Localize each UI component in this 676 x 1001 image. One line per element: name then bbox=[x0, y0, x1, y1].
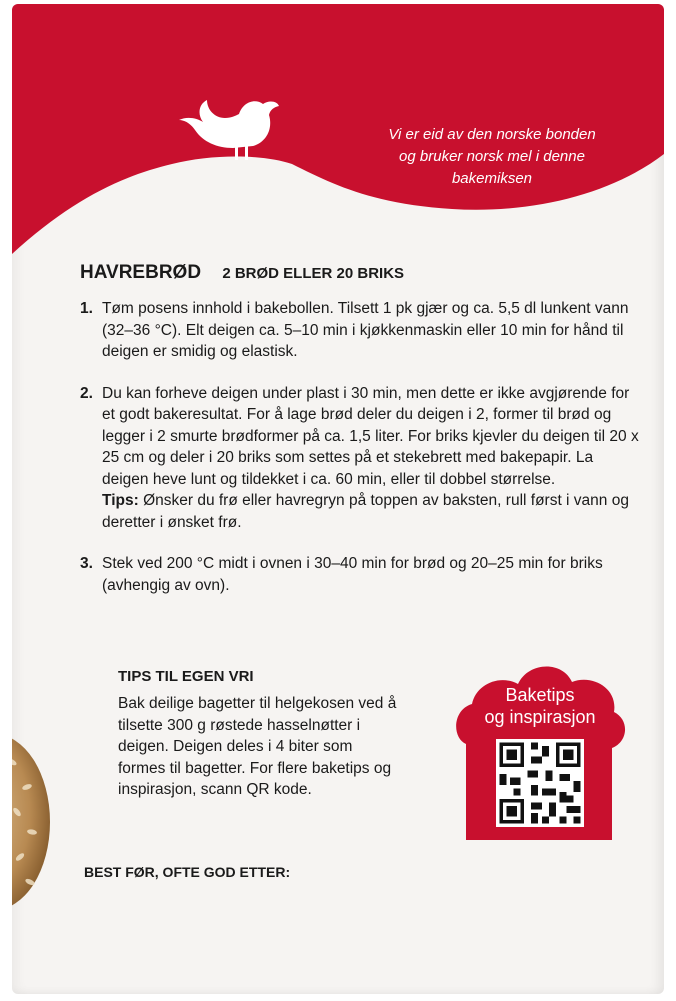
bread-illustration bbox=[12, 732, 52, 912]
slogan-line-2: og bruker norsk mel i denne bbox=[399, 148, 585, 165]
qr-badge-line-2: og inspirasjon bbox=[484, 707, 596, 727]
recipe-step-3 bbox=[80, 553, 640, 596]
step-text: Du kan forheve deigen under plast i 30 min, men dette er ikke avgjørende for et godt bakeresultat. For å lage brød deler du deigen i 2, former til brød og legger i 2 smurte brødformer på ca. 1,5 liter. For briks kjevler du deigen til 20 x 25 cm og deler i 20 briks som settes på et stekebrett med bakepapir. La deigen heve lunt og tildekket i ca. 60 min, eller til dobbel størrelse. bbox=[102, 384, 639, 488]
qr-badge-line-1: Baketips bbox=[505, 685, 575, 705]
qr-badge-label bbox=[452, 684, 628, 728]
slogan-line-1: Vi er eid av den norske bonden bbox=[388, 126, 596, 143]
step-number: 3. bbox=[80, 555, 93, 572]
step-text: Stek ved 200 °C midt i ovnen i 30–40 min for brød og 20–25 min for briks (avhengig av ovn). bbox=[102, 555, 603, 594]
best-before-label: BEST FØR, OFTE GOD ETTER: bbox=[84, 864, 291, 880]
variation-tips bbox=[118, 668, 398, 801]
recipe-step-2 bbox=[80, 383, 640, 534]
cooperative-slogan bbox=[342, 124, 642, 190]
variation-tips-heading: TIPS TIL EGEN VRI bbox=[118, 668, 254, 685]
tip-label: Tips: bbox=[102, 492, 139, 509]
step-number: 2. bbox=[80, 384, 93, 402]
step-text: Tøm posens innhold i bakebollen. Tilsett 1 pk gjær og ca. 5,5 dl lunkent vann (32–36 °C). Elt deigen ca. 5–10 min i kjøkkenmaskin eller 10 min for hånd til deigen er smidig og elastisk. bbox=[102, 300, 629, 360]
qr-badge[interactable] bbox=[452, 654, 628, 840]
slogan-line-3: bakemiksen bbox=[451, 170, 533, 187]
package-back bbox=[12, 4, 664, 994]
recipe-heading bbox=[80, 262, 404, 284]
variation-tips-text: Bak deilige bagetter til helgekosen ved å tilsette 300 g røstede hasselnøtter i deigen. Deigen deles i 4 biter som formes til bagetter. For flere baketips og inspirasjon, scann QR kode. bbox=[118, 695, 397, 798]
hen-icon bbox=[177, 90, 287, 162]
tip-text: Ønsker du frø eller havregryn på toppen av baksten, rull først i vann og deretter i ønsket frø. bbox=[102, 492, 629, 531]
step-number: 1. bbox=[80, 300, 93, 317]
qr-code-icon[interactable] bbox=[496, 739, 584, 827]
recipe-yield: 2 BRØD ELLER 20 BRIKS bbox=[222, 265, 405, 282]
recipe-steps bbox=[80, 298, 640, 616]
recipe-title: HAVREBRØD bbox=[80, 262, 202, 283]
recipe-step-1 bbox=[80, 298, 640, 363]
